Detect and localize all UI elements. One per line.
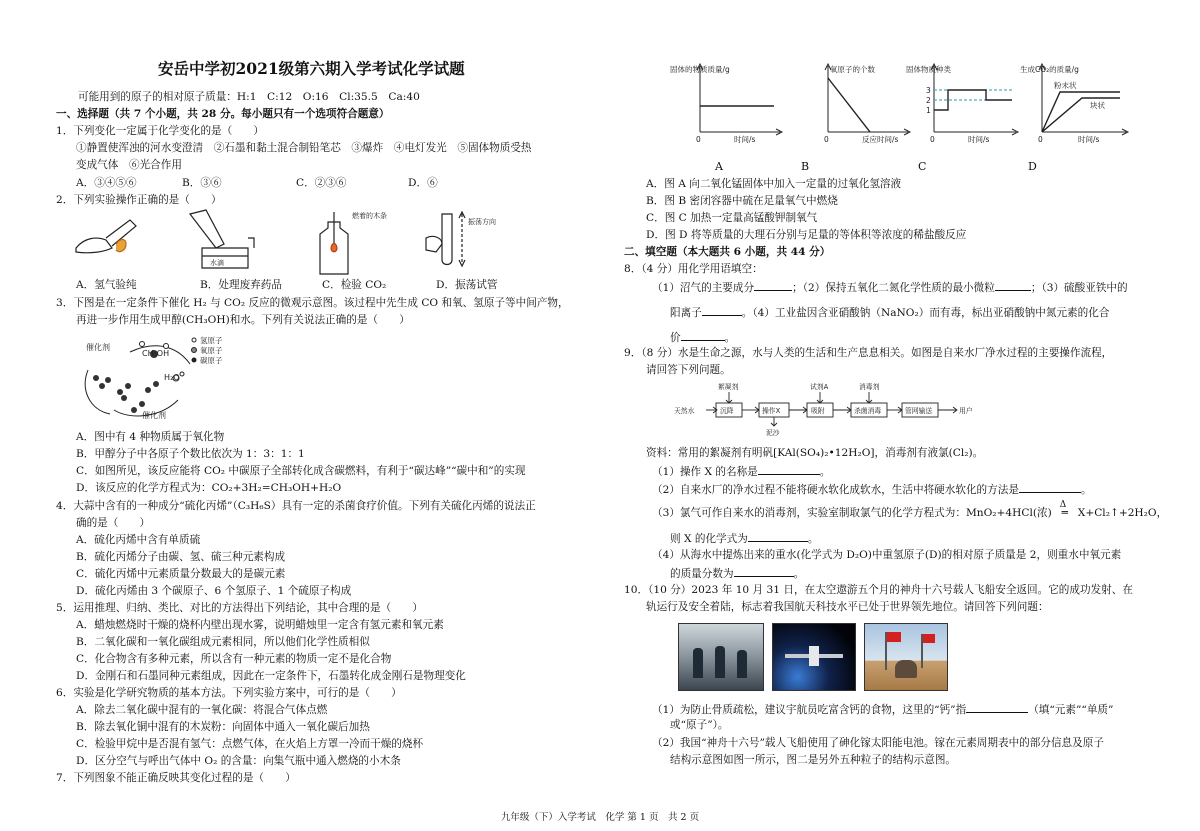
- q9-stem-1: 9．（8 分）水是生命之源，水与人类的生活和生产息息相关。如图是自来水厂净水过程的主要操作流程，: [624, 347, 1113, 359]
- q9-flow-diagram: [672, 380, 992, 440]
- q8-p1c: ；（3）硫酸亚铁中的: [1030, 282, 1128, 294]
- svg-text:吸附: 吸附: [811, 407, 825, 415]
- q10-p1a: （1）为防止骨质疏松，建议宇航员吃富含钙的食物，这里的“钙”指: [652, 704, 967, 716]
- q1-option-a: A．③④⑤⑥: [76, 177, 137, 189]
- q3-option-a: A．图中有 4 种物质属于氧化物: [76, 431, 225, 443]
- q7-option-a: A．图 A 向二氧化锰固体中加入一定量的过氧化氢溶液: [646, 178, 902, 190]
- svg-text:氧原子: 氧原子: [200, 346, 223, 355]
- q3-reaction-diagram: [70, 330, 290, 425]
- q3-stem-1: 3．下图是在一定条件下催化 H₂ 与 CO₂ 反应的微观示意图。该过程中先生成 CO 和氧、氢原子等中间产物，: [56, 297, 569, 309]
- svg-text:氧原子的个数: 氧原子的个数: [830, 65, 875, 74]
- svg-text:时间/s: 时间/s: [968, 135, 990, 144]
- q10-p1b: （填“元素”“单质”: [1028, 704, 1114, 716]
- q9-blank-3[interactable]: [748, 530, 808, 542]
- q7-stem: 7．下列图象不能正确反映其变化过程的是（ ）: [56, 772, 296, 784]
- q9-stem-2: 请回答下列问题。: [646, 364, 731, 376]
- q9-p3c: 则 X 的化学式为: [670, 533, 748, 545]
- q9-p3b: X+Cl₂↑+2H₂O，: [1077, 507, 1168, 519]
- q10-line1: [652, 701, 1113, 717]
- section2-heading: 二、填空题（本大题共 6 小题，共 44 分）: [624, 246, 831, 258]
- graph-a: [697, 64, 782, 135]
- q9-arrow: Δ ═: [1059, 500, 1068, 519]
- q9-line5: （4）从海水中提炼出来的重水(化学式为 D₂O)中重氢原子(D)的相对原子质量是 2，则重水中氧元素: [652, 549, 1122, 561]
- q4-stem-1: 4．大蒜中含有的一种成分“硫化丙烯”（C₃H₆S）具有一定的杀菌食疗价值。下列有关硫化丙烯的说法正: [56, 500, 536, 512]
- q5-option-b: B．二氧化碳和一氧化碳组成元素相同，所以他们化学性质相似: [76, 636, 370, 648]
- landing-site-photo: [864, 623, 948, 691]
- q10-stem-1: 10．（10 分）2023 年 10 月 31 日，在太空遨游五个月的神舟十六号载人飞船安全返回。它的成功发射、在: [624, 584, 1133, 596]
- q7-option-b: B．图 B 密闭容器中硫在足量氧气中燃烧: [646, 195, 838, 207]
- q10-stem-2: 轨运行及安全着陆，标志着我国航天科技水平已处于世界领先地位。请回答下列问题：: [646, 601, 1049, 613]
- q7-graphs: [650, 62, 1170, 152]
- q4-option-b: B．硫化丙烯分子由碳、氢、硫三种元素构成: [76, 551, 286, 563]
- q6-option-d: D．区分空气与呼出气体中 O₂ 的含量：向集气瓶中通入燃烧的小木条: [76, 755, 401, 767]
- space-station-photo: [772, 623, 856, 691]
- svg-text:絮凝剂: 絮凝剂: [718, 383, 739, 391]
- q4-option-d: D．硫化丙烯由 3 个碳原子、6 个氢原子、1 个硫原子构成: [76, 585, 352, 597]
- hydrogen-test-image: [76, 220, 136, 253]
- svg-text:1: 1: [926, 106, 931, 115]
- q3-stem-2: 再进一步作用生成甲醇(CH₃OH)和水。下列有关说法正确的是（ ）: [76, 314, 410, 326]
- page-footer: 九年级（下）入学考试 化学 第 1 页 共 2 页: [500, 812, 700, 823]
- svg-text:沉降: 沉降: [720, 407, 734, 415]
- section1-heading: 一、选择题（共 7 个小题，共 28 分。每小题只有一个选项符合题意）: [56, 108, 390, 120]
- q8-p3b: 。: [724, 332, 736, 344]
- q5-option-d: D．金刚石和石墨同种元素组成，因此在一定条件下，石墨转化成金刚石是物理变化: [76, 670, 466, 682]
- q9-blank-2[interactable]: [1019, 481, 1081, 493]
- shake-tube-image: [426, 212, 496, 266]
- svg-text:用户: 用户: [959, 407, 973, 415]
- q7-option-d: D．图 D 将等质量的大理石分别与足量的等体积等浓度的稀盐酸反应: [646, 229, 967, 241]
- q9-p3a: （3）氯气可作自来水的消毒剂，实验室制取氯气的化学方程式为：MnO₂+4HCl(浓): [652, 507, 1052, 519]
- q8-line3: [670, 329, 735, 345]
- q10-blank-1[interactable]: [966, 701, 1028, 713]
- q8-line2: [670, 304, 1109, 320]
- q8-blank-3[interactable]: [702, 304, 742, 316]
- svg-text:时间/s: 时间/s: [1078, 135, 1100, 144]
- q8-blank-2[interactable]: [995, 279, 1031, 291]
- q8-line1: [652, 279, 1128, 295]
- graph-letter-a: A: [715, 160, 723, 173]
- q9-line6: [670, 565, 804, 581]
- graph-letter-d: D: [1028, 160, 1037, 173]
- svg-text:0: 0: [930, 135, 935, 144]
- q8-blank-4[interactable]: [681, 329, 725, 341]
- co2-test-image: [320, 211, 387, 274]
- svg-text:0: 0: [1038, 135, 1043, 144]
- q1-option-d: D．⑥: [408, 177, 438, 189]
- q8-p2a: 阳离子: [670, 307, 702, 319]
- atomic-masses: 可能用到的原子的相对原子质量：H:1 C:12 O:16 Cl:35.5 Ca:40: [78, 91, 420, 103]
- svg-text:振荡方向: 振荡方向: [468, 218, 496, 226]
- q8-p2b: 。（4）工业盐因含亚硝酸钠（NaNO₂）而有毒，标出亚硝酸钠中氮元素的化合: [741, 307, 1110, 319]
- svg-text:燃着的木条: 燃着的木条: [352, 212, 387, 220]
- q4-stem-2: 确的是（ ）: [76, 517, 151, 529]
- q9-p1a: （1）操作 X 的名称是: [652, 466, 758, 478]
- q4-option-a: A．硫化丙烯中含有单质硫: [76, 534, 201, 546]
- q2-option-b: B．处理废弃药品: [200, 279, 282, 291]
- svg-text:3: 3: [926, 86, 931, 95]
- svg-text:H₂O: H₂O: [164, 373, 180, 382]
- q8-p1a: （1）沼气的主要成分: [652, 282, 755, 294]
- svg-text:时间/s: 时间/s: [734, 135, 756, 144]
- svg-text:CH₃OH: CH₃OH: [142, 349, 170, 358]
- q10-line4: 结构示意图如图一所示，图二是另外五种粒子的结构示意图。: [670, 754, 957, 766]
- q10-line2: 或“原子”）。: [670, 719, 729, 731]
- page-title: 安岳中学初2021级第六期入学考试化学试题: [158, 59, 465, 78]
- svg-text:天然水: 天然水: [674, 407, 695, 415]
- svg-text:0: 0: [696, 135, 701, 144]
- q6-option-c: C．检验甲烷中是否混有氢气：点燃气体，在火焰上方罩一冷而干燥的烧杯: [76, 738, 424, 750]
- q9-delta: Δ: [1059, 500, 1067, 510]
- q3-option-d: D．该反应的化学方程式为：CO₂+3H₂=CH₃OH+H₂O: [76, 482, 342, 494]
- svg-text:操作X: 操作X: [762, 407, 781, 415]
- q2-option-a: A．氢气验纯: [76, 279, 137, 291]
- svg-text:水滴: 水滴: [210, 259, 224, 267]
- svg-text:生成CO₂的质量/g: 生成CO₂的质量/g: [1020, 65, 1079, 74]
- svg-text:氢原子: 氢原子: [200, 336, 223, 345]
- svg-text:管网输送: 管网输送: [905, 407, 933, 415]
- q7-option-c: C．图 C 加热一定量高锰酸钾制氧气: [646, 212, 818, 224]
- graph-c: [931, 64, 1018, 135]
- q9-blank-1[interactable]: [758, 463, 820, 475]
- q2-apparatus-drawings: [70, 208, 510, 278]
- svg-text:反应时间/s: 反应时间/s: [862, 135, 899, 144]
- q8-stem: 8．（4 分）用化学用语填空：: [624, 263, 763, 275]
- q6-option-b: B．除去氧化铜中混有的木炭粉：向固体中通入一氧化碳后加热: [76, 721, 370, 733]
- svg-text:泥沙: 泥沙: [766, 429, 780, 437]
- svg-text:粉末状: 粉末状: [1054, 81, 1077, 90]
- svg-text:杀菌消毒: 杀菌消毒: [854, 407, 882, 415]
- svg-text:催化剂: 催化剂: [142, 411, 166, 420]
- q2-option-d: D．振荡试管: [436, 279, 498, 291]
- q4-option-c: C．硫化丙烯中元素质量分数最大的是碳元素: [76, 568, 286, 580]
- q1-option-c: C．②③⑥: [296, 177, 347, 189]
- astronauts-photo: [678, 623, 764, 691]
- q9-blank-4[interactable]: [734, 565, 794, 577]
- q9-p3d: 。: [807, 533, 819, 545]
- graph-d: [1039, 64, 1128, 135]
- svg-text:试剂A: 试剂A: [810, 383, 829, 391]
- svg-text:固体的物质质量/g: 固体的物质质量/g: [670, 65, 730, 74]
- q9-line1: [652, 463, 830, 479]
- q5-option-a: A．蜡烛燃烧时干燥的烧杯内壁出现水雾，说明蜡烛里一定含有氢元素和氧元素: [76, 619, 444, 631]
- svg-text:固体物质种类: 固体物质种类: [906, 65, 951, 74]
- q9-line4: [670, 530, 818, 546]
- q9-p2a: （2）自来水厂的净水过程不能将硬水软化成软水，生活中将硬水软化的方法是: [652, 484, 1019, 496]
- q9-line3: [652, 500, 1168, 520]
- svg-text:消毒剂: 消毒剂: [859, 383, 880, 391]
- svg-text:0: 0: [824, 135, 829, 144]
- svg-text:碳原子: 碳原子: [200, 356, 223, 365]
- q3-option-c: C．如图所见，该反应能将 CO₂ 中碳原子全部转化成含碳燃料，有利于“碳达峰”“碳中和”的实现: [76, 465, 526, 477]
- graph-b: [825, 64, 910, 135]
- q9-p2b: 。: [1080, 484, 1092, 496]
- q5-stem: 5．运用推理、归纳、类比、对比的方法得出下列结论，其中合理的是（ ）: [56, 602, 423, 614]
- q1-option-b: B．③⑥: [182, 177, 222, 189]
- q9-p4b: 的质量分数为: [670, 568, 734, 580]
- q9-p1b: 。: [819, 466, 831, 478]
- q6-option-a: A．除去二氧化碳中混有的一氧化碳：将混合气体点燃: [76, 704, 328, 716]
- q9-line2: [652, 481, 1092, 497]
- q8-p1b: ；（2）保持五氧化二氮化学性质的最小微粒: [792, 282, 995, 294]
- q8-blank-1[interactable]: [754, 279, 792, 291]
- svg-text:催化剂: 催化剂: [86, 343, 110, 352]
- q1-stem: 1．下列变化一定属于化学变化的是（ ）: [56, 125, 265, 137]
- q10-line3: （2）我国“神舟十六号”载人飞船使用了砷化镓太阳能电池。镓在元素周期表中的部分信息及原子: [652, 737, 1104, 749]
- waste-disposal-image: [190, 210, 254, 268]
- q1-line2: 变成气体 ⑥光合作用: [76, 159, 182, 171]
- q8-p3a: 价: [670, 332, 681, 344]
- svg-text:块状: 块状: [1090, 101, 1105, 110]
- q6-stem: 6．实验是化学研究物质的基本方法。下列实验方案中，可行的是（ ）: [56, 687, 402, 699]
- q9-p4c: 。: [793, 568, 805, 580]
- q5-option-c: C．化合物含有多种元素，所以含有一种元素的物质一定不是化合物: [76, 653, 392, 665]
- q2-stem: 2．下列实验操作正确的是（ ）: [56, 194, 222, 206]
- q3-option-b: B．甲醇分子中各原子个数比依次为 1：3：1：1: [76, 448, 305, 460]
- svg-text:2: 2: [926, 96, 931, 105]
- q9-info: 资料：常用的絮凝剂有明矾[KAl(SO₄)₂•12H₂O]，消毒剂有液氯(Cl₂)。: [646, 447, 984, 459]
- q1-line1: ①静置使浑浊的河水变澄清 ②石墨和黏土混合制铅笔芯 ③爆炸 ④电灯发光 ⑤固体物质受热: [76, 142, 532, 154]
- graph-letter-c: C: [918, 160, 927, 173]
- graph-letter-b: B: [801, 160, 810, 173]
- q2-option-c: C．检验 CO₂: [322, 279, 387, 291]
